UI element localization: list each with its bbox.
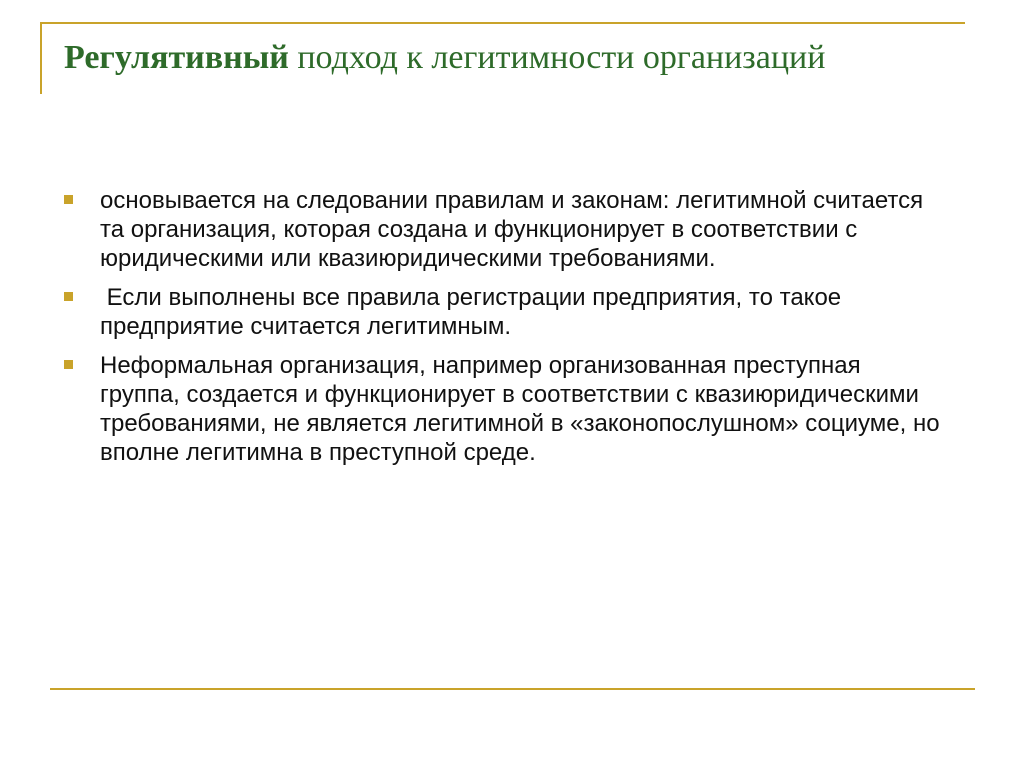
bullet-item xyxy=(64,351,944,467)
slide-title xyxy=(64,38,944,78)
frame-top-line xyxy=(40,22,965,24)
frame-bottom-line xyxy=(50,688,975,690)
bullet-list xyxy=(64,186,944,477)
slide-title-rest: подход к легитимности организаций xyxy=(288,39,826,76)
bullet-square-icon xyxy=(64,360,73,369)
bullet-square-icon xyxy=(64,195,73,204)
bullet-text: Если выполнены все правила регистрации предприятия, то такое предприятие считается легитимным. xyxy=(100,284,848,340)
frame-left-line xyxy=(40,22,42,94)
bullet-text: Неформальная организация, например организованная преступная группа, создается и функционирует в соответствии с квазиюридическими требованиями, не является легитимной в «законопослушном» социуме, но вполне легитимна в преступной среде. xyxy=(100,352,940,466)
bullet-item xyxy=(64,283,944,341)
bullet-item xyxy=(64,186,944,273)
bullet-text: основывается на следовании правилам и законам: легитимной считается та организация, которая создана и функционирует в соответствии с юридическими или квазиюридическими требованиями. xyxy=(100,187,924,272)
slide-title-bold: Регулятивный xyxy=(64,39,289,76)
bullet-square-icon xyxy=(64,292,73,301)
